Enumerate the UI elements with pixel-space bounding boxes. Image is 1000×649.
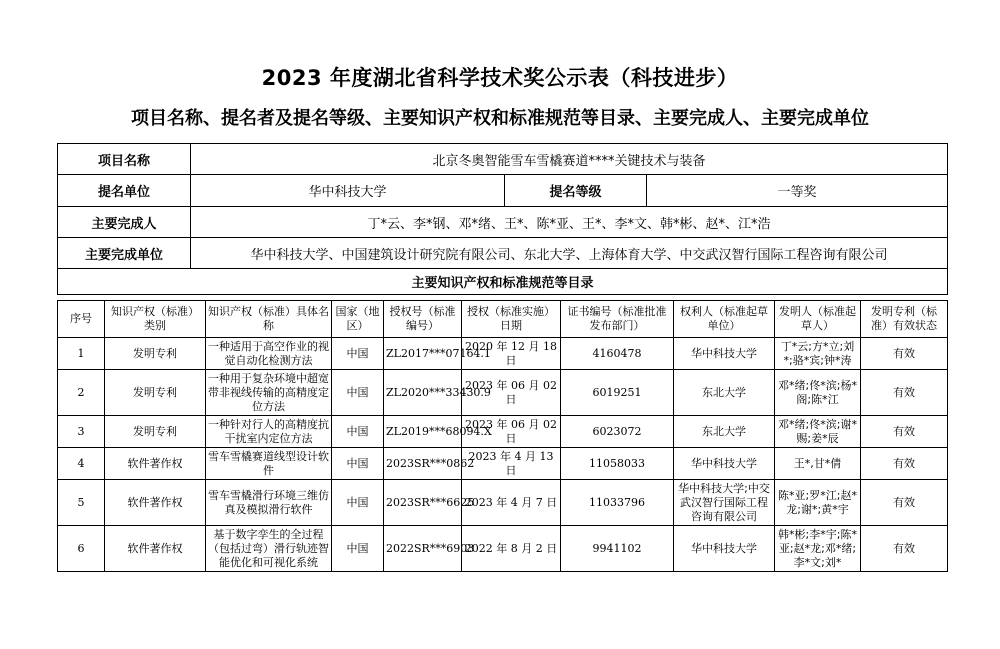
row-country: 中国 xyxy=(332,480,384,526)
main-units-label: 主要完成单位 xyxy=(58,238,191,269)
header-status: 发明专利（标准）有效状态 xyxy=(861,301,948,338)
header-country: 国家（地区） xyxy=(332,301,384,338)
header-auth-no: 授权号（标准编号） xyxy=(384,301,462,338)
nominator-value: 华中科技大学 xyxy=(191,175,505,207)
row-type: 软件著作权 xyxy=(105,480,206,526)
row-auth-no: ZL2019***68094.X xyxy=(384,416,462,448)
row-cert: 4160478 xyxy=(561,338,674,370)
row-cert: 6019251 xyxy=(561,370,674,416)
row-cert: 11058033 xyxy=(561,448,674,480)
row-name: 雪车雪橇赛道线型设计软件 xyxy=(206,448,332,480)
row-cert: 6023072 xyxy=(561,416,674,448)
row-type: 软件著作权 xyxy=(105,448,206,480)
nomination-level-label: 提名等级 xyxy=(505,175,647,207)
row-auth-no: 2022SR***6903 xyxy=(384,526,462,572)
header-type: 知识产权（标准）类别 xyxy=(105,301,206,338)
project-name-value: 北京冬奥智能雪车雪橇赛道****关键技术与装备 xyxy=(191,144,948,175)
row-status: 有效 xyxy=(861,480,948,526)
nomination-level-value: 一等奖 xyxy=(647,175,948,207)
row-date: 2023 年 06 月 02 日 xyxy=(462,416,561,448)
row-country: 中国 xyxy=(332,416,384,448)
row-date: 2022 年 8 月 2 日 xyxy=(462,526,561,572)
row-name: 基于数字孪生的全过程（包括过弯）滑行轨迹智能优化和可视化系统 xyxy=(206,526,332,572)
table-row xyxy=(58,370,948,416)
row-holder: 华中科技大学 xyxy=(674,448,775,480)
row-no: 2 xyxy=(58,370,105,416)
row-name: 一种用于复杂环境中超宽带非视线传输的高精度定位方法 xyxy=(206,370,332,416)
row-status: 有效 xyxy=(861,370,948,416)
row-auth-no: 2023SR***0862 xyxy=(384,448,462,480)
row-cert: 11033796 xyxy=(561,480,674,526)
main-contributors-value: 丁*云、李*钢、邓*绪、王*、陈*亚、王*、李*文、韩*彬、赵*、江*浩 xyxy=(191,207,948,238)
row-type: 软件著作权 xyxy=(105,526,206,572)
main-contributors-label: 主要完成人 xyxy=(58,207,191,238)
row-name: 一种针对行人的高精度抗干扰室内定位方法 xyxy=(206,416,332,448)
row-status: 有效 xyxy=(861,526,948,572)
row-cert: 9941102 xyxy=(561,526,674,572)
row-holder: 华中科技大学 xyxy=(674,526,775,572)
row-country: 中国 xyxy=(332,526,384,572)
header-inventors: 发明人（标准起草人） xyxy=(775,301,861,338)
row-country: 中国 xyxy=(332,370,384,416)
row-status: 有效 xyxy=(861,448,948,480)
main-units-value: 华中科技大学、中国建筑设计研究院有限公司、东北大学、上海体育大学、中交武汉智行国际工程咨询有限公司 xyxy=(191,238,948,269)
row-no: 6 xyxy=(58,526,105,572)
row-name: 雪车雪橇滑行环境三维仿真及模拟滑行软件 xyxy=(206,480,332,526)
row-inventors: 陈*亚;罗*江;赵*龙;谢*;黄*宇 xyxy=(775,480,861,526)
table-row xyxy=(58,526,948,572)
table-row xyxy=(58,448,948,480)
ip-table-header-row xyxy=(58,301,948,338)
page-subtitle: 项目名称、提名者及提名等级、主要知识产权和标准规范等目录、主要完成人、主要完成单位 xyxy=(131,108,869,129)
header-holder: 权利人（标准起草单位） xyxy=(674,301,775,338)
ip-section-title: 主要知识产权和标准规范等目录 xyxy=(58,269,948,295)
row-type: 发明专利 xyxy=(105,338,206,370)
row-no: 3 xyxy=(58,416,105,448)
row-date: 2020 年 12 月 18 日 xyxy=(462,338,561,370)
row-inventors: 邓*绪;佟*滨;谢*赐;姜*辰 xyxy=(775,416,861,448)
row-type: 发明专利 xyxy=(105,416,206,448)
ip-table xyxy=(57,300,948,572)
row-holder: 华中科技大学;中交武汉智行国际工程咨询有限公司 xyxy=(674,480,775,526)
row-holder: 华中科技大学 xyxy=(674,338,775,370)
row-name: 一种适用于高空作业的视觉自动化检测方法 xyxy=(206,338,332,370)
header-cert: 证书编号（标准批准发布部门） xyxy=(561,301,674,338)
row-no: 4 xyxy=(58,448,105,480)
row-inventors: 丁*云;方*立;刘*;骆*宾;钟*涛 xyxy=(775,338,861,370)
row-type: 发明专利 xyxy=(105,370,206,416)
project-name-label: 项目名称 xyxy=(58,144,191,175)
row-holder: 东北大学 xyxy=(674,370,775,416)
row-country: 中国 xyxy=(332,338,384,370)
row-status: 有效 xyxy=(861,338,948,370)
project-info-table xyxy=(57,143,948,295)
row-auth-no: ZL2017***07164.1 xyxy=(384,338,462,370)
nominator-label: 提名单位 xyxy=(58,175,191,207)
header-date: 授权（标准实施）日期 xyxy=(462,301,561,338)
header-no: 序号 xyxy=(58,301,105,338)
row-inventors: 王*,甘*倩 xyxy=(775,448,861,480)
row-auth-no: ZL2020***33430.9 xyxy=(384,370,462,416)
row-date: 2023 年 06 月 02 日 xyxy=(462,370,561,416)
table-row xyxy=(58,338,948,370)
row-holder: 东北大学 xyxy=(674,416,775,448)
row-auth-no: 2023SR***6625 xyxy=(384,480,462,526)
row-inventors: 韩*彬;李*宇;陈*亚;赵*龙;邓*绪;李*文;刘* xyxy=(775,526,861,572)
row-country: 中国 xyxy=(332,448,384,480)
page-title: 2023 年度湖北省科学技术奖公示表（科技进步） xyxy=(261,66,739,90)
table-row xyxy=(58,416,948,448)
row-no: 1 xyxy=(58,338,105,370)
row-date: 2023 年 4 月 7 日 xyxy=(462,480,561,526)
row-no: 5 xyxy=(58,480,105,526)
row-inventors: 邓*绪;佟*滨;杨*阁;陈*江 xyxy=(775,370,861,416)
table-row xyxy=(58,480,948,526)
header-name: 知识产权（标准）具体名称 xyxy=(206,301,332,338)
row-status: 有效 xyxy=(861,416,948,448)
row-date: 2023 年 4 月 13 日 xyxy=(462,448,561,480)
